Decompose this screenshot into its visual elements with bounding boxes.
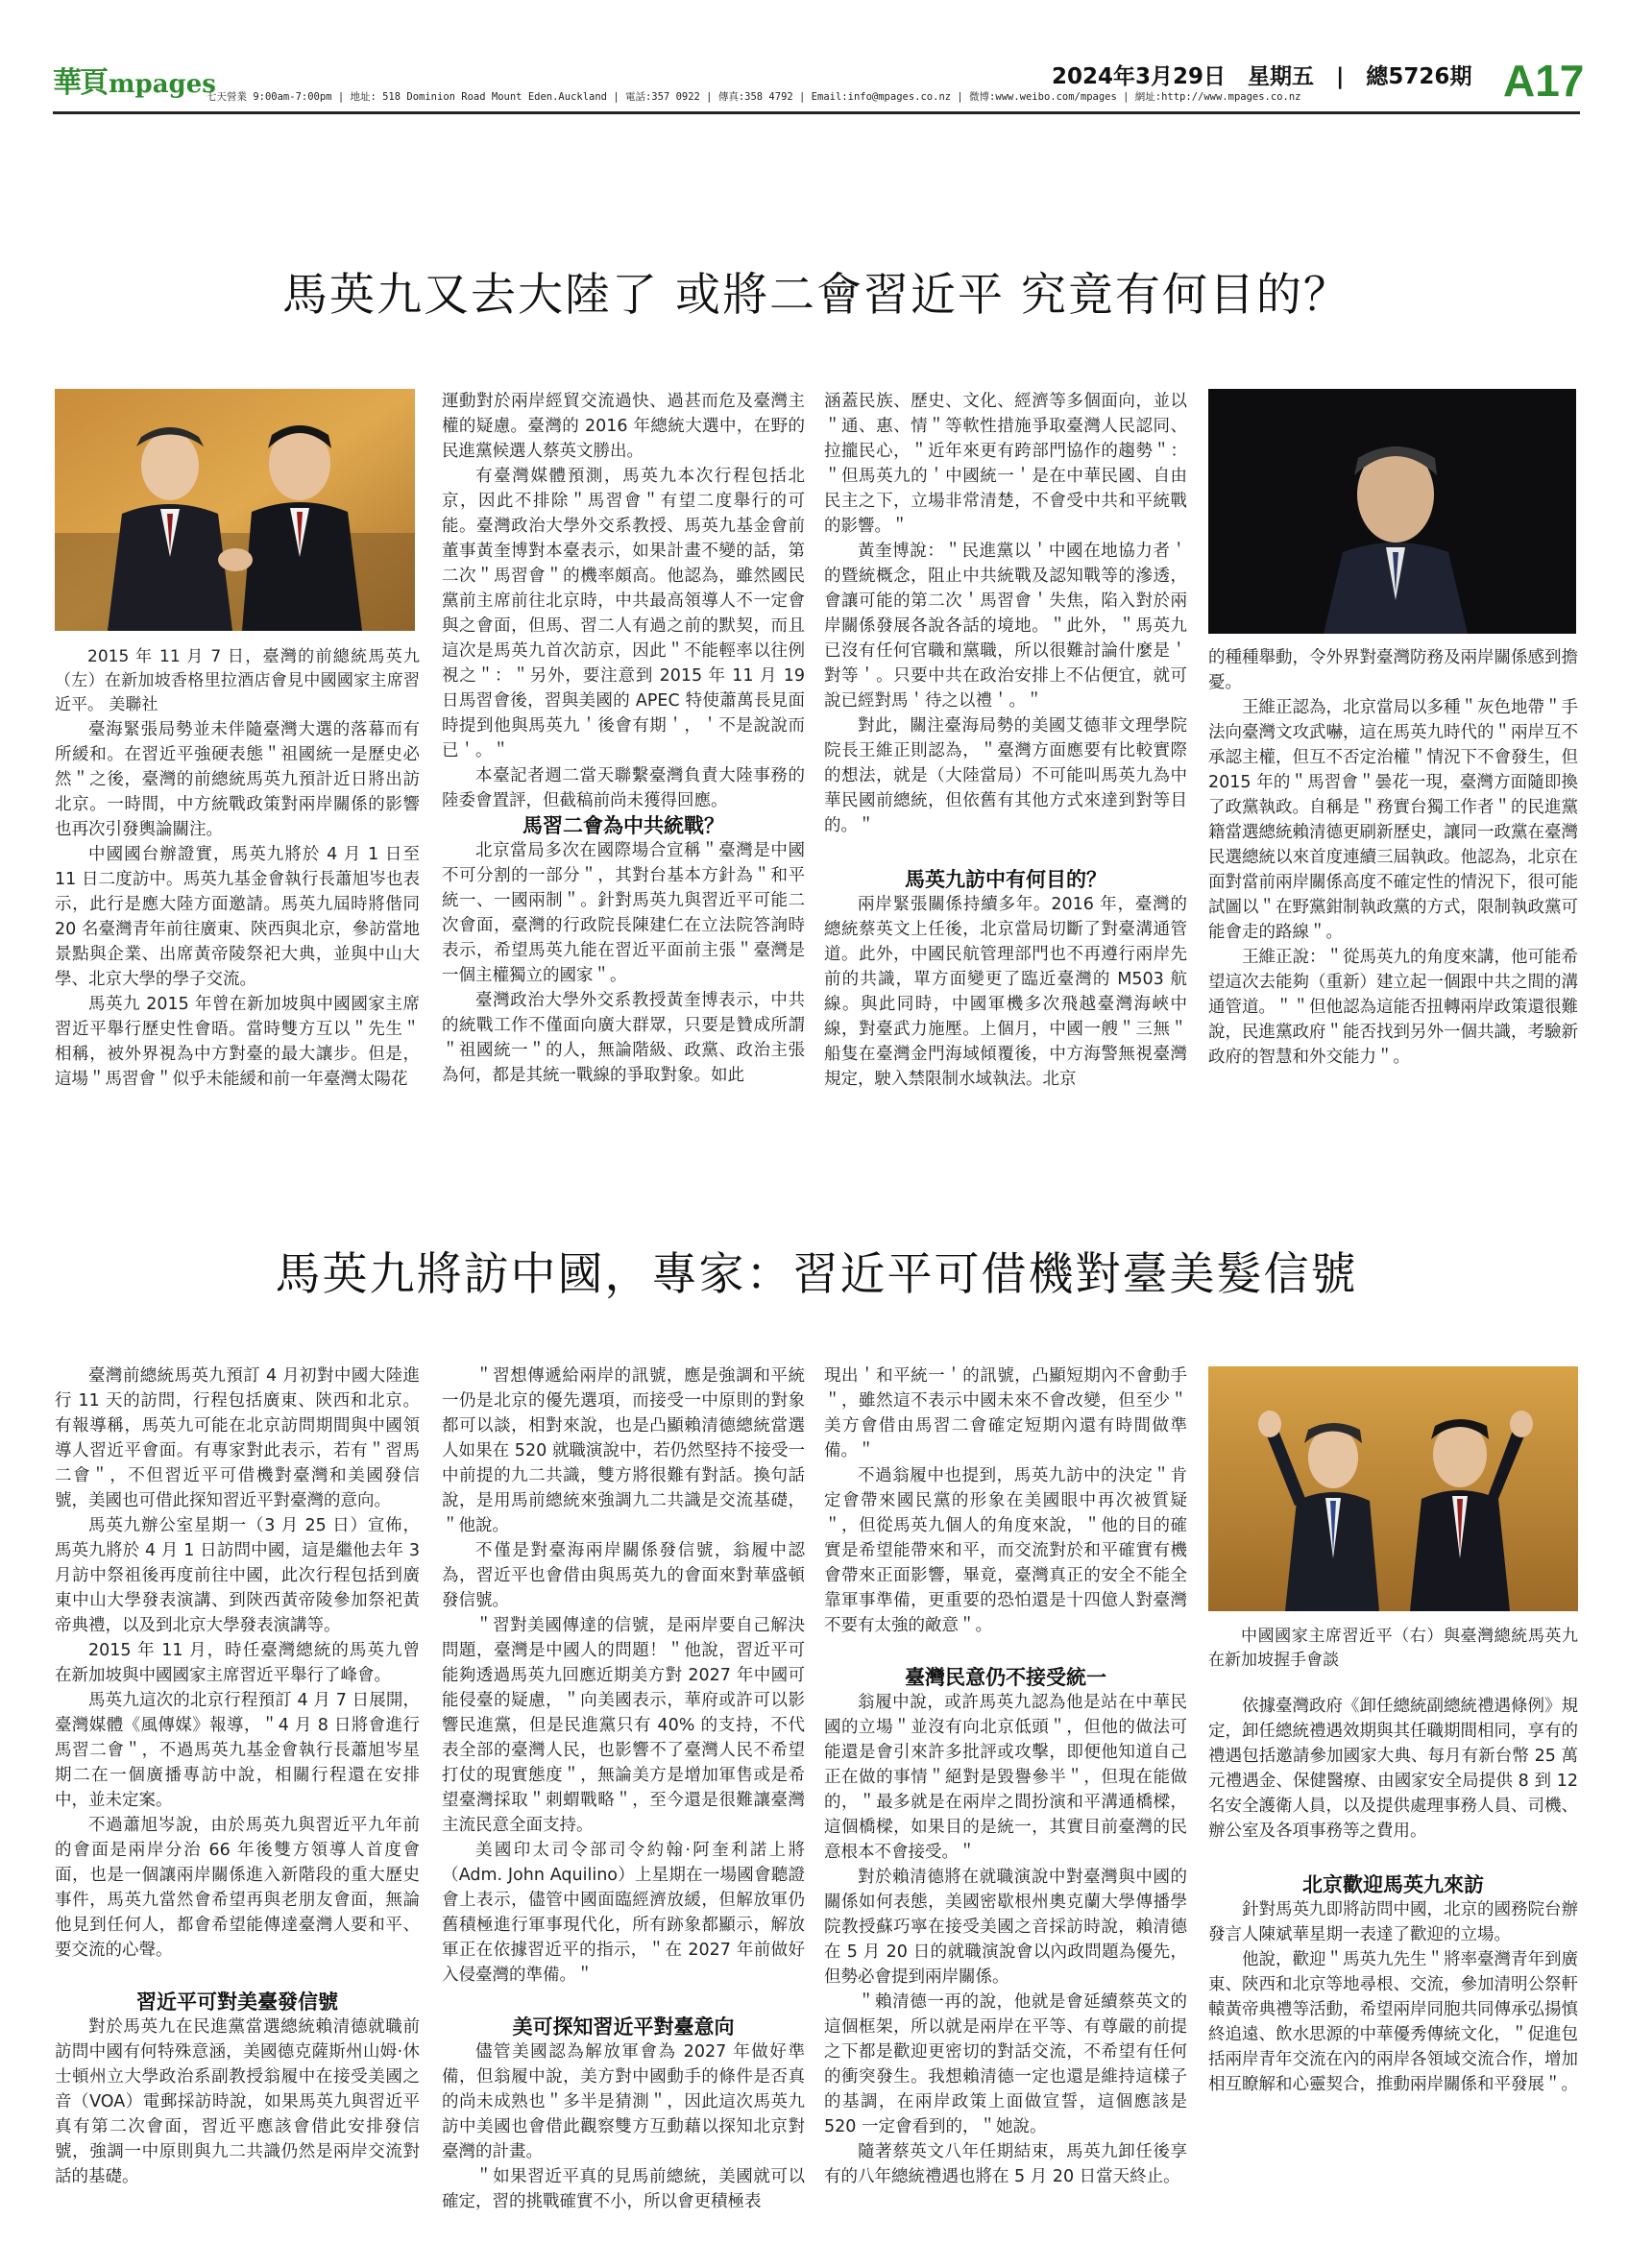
paragraph: 隨著蔡英文八年任期結束，馬英九卸任後享有的八年總統禮遇也將在 5 月 20 日當天終止。 bbox=[824, 2142, 1187, 2186]
article2-headline: 馬英九將訪中國，專家：習近平可借機對臺美髮信號 bbox=[275, 1248, 1358, 1301]
logo-mark: 華頁 bbox=[53, 66, 107, 100]
paragraph: 對於馬英九在民進黨當選總統賴清德就職前訪問中國有何特殊意涵，美國德克薩斯州山姆·休士頓州立大學政治系副教授翁履中在接受美國之音（VOA）電郵採訪時說，如果馬英九與習近平真有第二次會面，習近平應該會借此安排發信號，強調一中原則與九二共識仍然是兩岸交流對話的基礎。 bbox=[55, 2017, 420, 2186]
paragraph: 不過翁履中也提到，馬英九訪中的決定＂肯定會帶來國民黨的形象在美國眼中再次被質疑＂，但從馬英九個人的角度來說，＂他的目的確實是希望能帶來和平，而交流對於和平確實有機會帶來正面影響，畢竟，臺灣真正的安全不能全靠軍事準備，更重要的恐怕還是十四億人對臺灣不要有太強的敵意＂。 bbox=[824, 1466, 1187, 1635]
paragraph: 本臺記者週二當天聯繫臺灣負責大陸事務的陸委會置評，但截稿前尚未獲得回應。 bbox=[442, 766, 805, 810]
paragraph: 他說，歡迎＂馬英九先生＂將率臺灣青年到廣東、陝西和北京等地尋根、交流，參加清明公祭軒轅黃帝典禮等活動，希望兩岸同胞共同傳承弘揚慎終追遠、飲水思源的中華優秀傳統文化，＂促進包括兩岸青年交流在內的兩岸各領域交流合作，增加相互瞭解和心靈契合，推動兩岸關係和平發展＂。 bbox=[1208, 1950, 1578, 2094]
paragraph: ＂習對美國傳達的信號，是兩岸要自己解決問題，臺灣是中國人的問題！＂他說，習近平可能夠透過馬英九回應近期美方對 2027 年中國可能侵臺的疑慮，＂向美國表示，華府或許可以影響民進黨，但是民進黨只有 40% 的支持，不代表全部的臺灣人民，也影響不了臺灣人民不希望打仗的現實態度＂，無論美方是增加軍售或是希望臺灣採取＂刺蝟戰略＂，至今還是很難讓臺灣主流民意全面支持。 bbox=[442, 1616, 805, 1835]
paragraph: ＂賴清德一再的說，他就是會延續蔡英文的這個框架，所以就是兩岸在平等、有尊嚴的前提之下都是歡迎更密切的對話交流，不希望有任何的衝突發生。我想賴清德一定也還是維持這樣子的基調，在兩岸政策上面做宣誓，這個應該是 520 一定會看到的，＂她說。 bbox=[824, 1992, 1187, 2136]
article1-column-3 bbox=[824, 389, 1187, 1092]
paragraph: 對於賴清德將在就職演說中對臺灣與中國的關係如何表態，美國密歇根州奧克蘭大學傳播學院教授蘇巧寧在接受美國之音採訪時說，賴清德在 5 月 20 日的就職演說會以內政問題為優先，但勢必會提到兩岸關係。 bbox=[824, 1868, 1187, 1987]
article2-column-4 bbox=[1208, 1625, 1578, 2097]
issue-date: 2024年3月29日 星期五 | 總5726期 bbox=[1052, 64, 1472, 89]
paragraph: 翁履中說，或許馬英九認為他是站在中華民國的立場＂並沒有向北京低頭＂，但他的做法可能還是會引來許多批評或攻擊，即便他知道自己正在做的事情＂絕對是毀譽參半＂，但現在能做的，＂最多就是在兩岸之間扮演和平溝通橋樑，這個橋樑，如果目的是統一，其實目前臺灣的民意根本不會接受。＂ bbox=[824, 1693, 1187, 1862]
article1-headline: 馬英九又去大陸了 或將二會習近平 究竟有何目的？ bbox=[282, 269, 1350, 322]
paragraph: 的種種舉動，令外界對臺灣防務及兩岸關係感到擔憂。 bbox=[1208, 648, 1578, 692]
contact-info: 七天營業 9:00am-7:00pm | 地址: 518 Dominion Road Mount Eden.Auckland | 電話:357 0922 | 傳真:358 4792 | Email:info@mpages.co.nz | 微博:www.weibo.com/mpages | 網址:http://www.mpages.co.nz bbox=[207, 91, 1301, 103]
handshake-photo-image bbox=[55, 389, 415, 631]
photo-waving bbox=[1208, 1366, 1578, 1611]
paragraph: 現出＇和平統一＇的訊號，凸顯短期內不會動手＂，雖然這不表示中國未來不會改變，但至少＂美方會借由馬習二會確定短期內還有時間做準備。＂ bbox=[824, 1366, 1187, 1460]
paragraph: 中國國台辦證實，馬英九將於 4 月 1 日至 11 日二度訪中。馬英九基金會執行長蕭旭岑也表示，此行是應大陸方面邀請。馬英九屆時將偕同 20 名臺灣青年前往廣東、陝西與北京，參訪當地景點與企業、出席黃帝陵祭祀大典，並與中山大學、北京大學的學子交流。 bbox=[55, 845, 420, 989]
masthead-rule bbox=[53, 111, 1580, 114]
article2-column-3 bbox=[824, 1363, 1187, 2189]
masthead bbox=[53, 53, 1585, 112]
paragraph: 北京當局多次在國際場合宣稱＂臺灣是中國不可分割的一部分＂，其對台基本方針為＂和平統一、一國兩制＂。針對馬英九與習近平可能二次會面，臺灣的行政院長陳建仁在立法院答詢時表示，希望馬英九能在習近平面前主張＂臺灣是一個主權獨立的國家＂。 bbox=[442, 841, 805, 985]
paragraph: 儘管美國認為解放軍會為 2027 年做好準備，但翁履中說，美方對中國動手的條件是否真的尚未成熟也＂多半是猜測＂，因此這次馬英九訪中美國也會借此觀察雙方互動藉以探知北京對臺灣的計畫。 bbox=[442, 2042, 805, 2161]
logo-text: mpages bbox=[109, 70, 216, 99]
section-subhead: 馬英九訪中有何目的？ bbox=[905, 868, 1106, 891]
page-number: A17 bbox=[1503, 56, 1585, 106]
section-subhead: 臺灣民意仍不接受統一 bbox=[905, 1666, 1106, 1689]
portrait-photo-image bbox=[1208, 389, 1576, 634]
paragraph: 依據臺灣政府《卸任總統副總統禮遇條例》規定，卸任總統禮遇效期與其任職期間相同，享有的禮遇包括邀請參加國家大典、每月有新台幣 25 萬元禮遇金、保健醫療、由國家安全局提供 8 到 12 名安全護衛人員，以及提供處理事務人員、司機、辦公室及各項事務等之費用。 bbox=[1208, 1697, 1578, 1841]
photo-caption: 中國國家主席習近平（右）與臺灣總統馬英九在新加坡握手會談 bbox=[1208, 1627, 1578, 1670]
paragraph: 臺灣前總統馬英九預訂 4 月初對中國大陸進行 11 天的訪問，行程包括廣東、陝西和北京。有報導稱，馬英九可能在北京訪問期間與中國領導人習近平會面。有專家對此表示，若有＂習馬二會＂，不但習近平可借機對臺灣和美國發信號，美國也可借此探知習近平對臺灣的意向。 bbox=[55, 1366, 420, 1510]
paragraph: 不過蕭旭岑說，由於馬英九與習近平九年前的會面是兩岸分治 66 年後雙方領導人首度會面，也是一個讓兩岸關係進入新階段的重大歷史事件，馬英九當然會希望再與老朋友會面，無論他見到任何人，都會希望能傳達臺灣人要和平、要交流的心聲。 bbox=[55, 1816, 420, 1960]
section-subhead: 美可探知習近平對臺意向 bbox=[512, 2015, 735, 2039]
paragraph: 黃奎博說：＂民進黨以＇中國在地協力者＇的暨統概念，阻止中共統戰及認知戰等的滲透，會讓可能的第二次＇馬習會＇失焦，陷入對於兩岸關係發展各說各話的境地。＂此外，＂馬英九已沒有任何官職和黨職，所以很難討論什麼是＇對等＇。只要中共在政治安排上不佔便宜，就可說已經對馬＇待之以禮＇。＂ bbox=[824, 542, 1187, 711]
paragraph: 臺灣政治大學外交系教授黃奎博表示，中共的統戰工作不僅面向廣大群眾，只要是贊成所謂＂祖國統一＂的人，無論階級、政黨、政治主張為何，都是其統一戰線的爭取對象。如此 bbox=[442, 991, 805, 1085]
paragraph: 不僅是對臺海兩岸關係發信號，翁履中認為，習近平也會借由與馬英九的會面來對華盛頓發信號。 bbox=[442, 1541, 805, 1610]
article1-column-1 bbox=[55, 645, 420, 1092]
paragraph: 2015 年 11 月，時任臺灣總統的馬英九曾在新加坡與中國國家主席習近平舉行了峰會。 bbox=[55, 1641, 420, 1685]
article1-column-2 bbox=[442, 389, 805, 1088]
paragraph: 有臺灣媒體預測，馬英九本次行程包括北京，因此不排除＂馬習會＂有望二度舉行的可能。臺灣政治大學外交系教授、馬英九基金會前董事黃奎博對本臺表示，如果計畫不變的話，第二次＂馬習會＂的機率頗高。他認為，雖然國民黨前主席前往北京時，中共最高領導人不一定會與之會面，但馬、習二人有過之前的默契，而且這次是馬英九首次訪京，因此＂不能輕率以往例視之＂：＂另外，要注意到 2015 年 11 月 19 日馬習會後，習與美國的 APEC 特使蕭萬長見面時提到他與馬英九＇後會有期＇，＇不是說說而已＇。＂ bbox=[442, 467, 805, 760]
paragraph: 馬英九辦公室星期一（3 月 25 日）宣佈，馬英九將於 4 月 1 日訪問中國，這是繼他去年 3 月訪中祭祖後再度前往中國，此次行程包括到廣東中山大學發表演講、到陝西黃帝陵參加祭祀黃帝典禮，以及到北京大學發表演講等。 bbox=[55, 1516, 420, 1635]
article1-column-4 bbox=[1208, 645, 1578, 1070]
paragraph: 馬英九 2015 年曾在新加坡與中國國家主席習近平舉行歷史性會晤。當時雙方互以＂先生＂相稱，被外界視為中方對臺的最大讓步。但是，這場＂馬習會＂似乎未能緩和前一年臺灣太陽花 bbox=[55, 995, 420, 1089]
photo-caption: 2015 年 11 月 7 日，臺灣的前總統馬英九（左）在新加坡香格里拉酒店會見中國國家主席習近平。 美聯社 bbox=[55, 647, 420, 714]
paragraph: 針對馬英九即將訪問中國，北京的國務院台辦發言人陳斌華星期一表達了歡迎的立場。 bbox=[1208, 1900, 1578, 1944]
paragraph: 美國印太司令部司令約翰·阿奎利諾上將（Adm. John Aquilino）上星期在一場國會聽證會上表示，儘管中國面臨經濟放緩，但解放軍仍舊積極進行軍事現代化，所有跡象都顯示，解放軍正在依據習近平的指示，＂在 2027 年前做好入侵臺灣的準備。＂ bbox=[442, 1841, 805, 1985]
paragraph: 王維正說：＂從馬英九的角度來講，他可能希望這次去能夠（重新）建立起一個跟中共之間的溝通管道。＂＂但他認為這能否扭轉兩岸政策還很難說，民進黨政府＂能否找到另外一個共識，考驗新政府的智慧和外交能力＂。 bbox=[1208, 948, 1578, 1067]
paragraph: 對此，關注臺海局勢的美國艾德菲文理學院院長王維正則認為，＂臺灣方面應要有比較實際的想法，就是（大陸當局）不可能叫馬英九為中華民國前總統，但依舊有其他方式來達到對等目的。＂ bbox=[824, 716, 1187, 835]
paragraph: 涵蓋民族、歷史、文化、經濟等多個面向，並以＂通、惠、情＂等軟性措施爭取臺灣人民認同、拉攏民心，＂近年來更有跨部門協作的趨勢＂：＂但馬英九的＇中國統一＇是在中華民國、自由民主之下，立場非常清楚，不會受中共和平統戰的影響。＂ bbox=[824, 392, 1187, 536]
photo-handshake bbox=[55, 389, 415, 631]
section-subhead: 北京歡迎馬英九來訪 bbox=[1302, 1873, 1484, 1896]
logo[interactable] bbox=[53, 59, 216, 101]
paragraph: ＂如果習近平真的見馬前總統，美國就可以確定，習的挑戰確實不小，所以會更積極表 bbox=[442, 2167, 805, 2211]
paragraph: 臺海緊張局勢並未伴隨臺灣大選的落幕而有所緩和。在習近平強硬表態＂祖國統一是歷史必然＂之後，臺灣的前總統馬英九預計近日將出訪北京。一時間，中方統戰政策對兩岸關係的影響也再次引發輿論關注。 bbox=[55, 720, 420, 839]
section-subhead: 習近平可對美臺發信號 bbox=[136, 1991, 338, 2014]
paragraph: 王維正認為，北京當局以多種＂灰色地帶＂手法向臺灣文攻武嚇，這在馬英九時代的＂兩岸互不承認主權，但互不否定治權＂情況下不會發生，但 2015 年的＂馬習會＂曇花一現，臺灣方面隨即換了政黨執政。自稱是＂務實台獨工作者＂的民進黨籍當選總統賴清德更刷新歷史，讓同一政黨在臺灣民選總統以來首度連續三屆執政。他認為，北京在面對當前兩岸關係高度不確定性的情況下，很可能試圖以＂在野黨鉗制執政黨的方式，限制執政黨可能會走的路線＂。 bbox=[1208, 698, 1578, 942]
section-subhead: 馬習二會為中共統戰？ bbox=[522, 814, 724, 837]
paragraph: 馬英九這次的北京行程預訂 4 月 7 日展開，臺灣媒體《風傳媒》報導，＂4 月 8 日將會進行馬習二會＂，不過馬英九基金會執行長蕭旭岑星期二在一個廣播專訪中說，相關行程還在安排中，並未定案。 bbox=[55, 1691, 420, 1810]
paragraph: 運動對於兩岸經貿交流過快、過甚而危及臺灣主權的疑慮。臺灣的 2016 年總統大選中，在野的民進黨候選人蔡英文勝出。 bbox=[442, 392, 805, 461]
article2-column-1 bbox=[55, 1363, 420, 2189]
paragraph: 兩岸緊張關係持續多年。2016 年，臺灣的總統蔡英文上任後，北京當局切斷了對臺溝通管道。此外，中國民航管理部門也不再遵行兩岸先前的共識，單方面變更了臨近臺灣的 M503 航線。與此同時，中國軍機多次飛越臺灣海峽中線，對臺武力施壓。上個月，中國一艘＂三無＂船隻在臺灣金門海域傾覆後，中方海警無視臺灣規定，駛入禁限制水域執法。北京 bbox=[824, 895, 1187, 1089]
waving-photo-image bbox=[1208, 1366, 1578, 1611]
article2-column-2 bbox=[442, 1363, 805, 2214]
photo-ma-ying-jeou bbox=[1208, 389, 1576, 634]
paragraph: ＂習想傳遞給兩岸的訊號，應是強調和平統一仍是北京的優先選項，而接受一中原則的對象都可以談，相對來說，也是凸顯賴清德總統當選人如果在 520 就職演說中，若仍然堅持不接受一中前提的九二共識，雙方將很難有對話。換句話說，是用馬前總統來強調九二共識是交流基礎，＂他說。 bbox=[442, 1366, 805, 1535]
